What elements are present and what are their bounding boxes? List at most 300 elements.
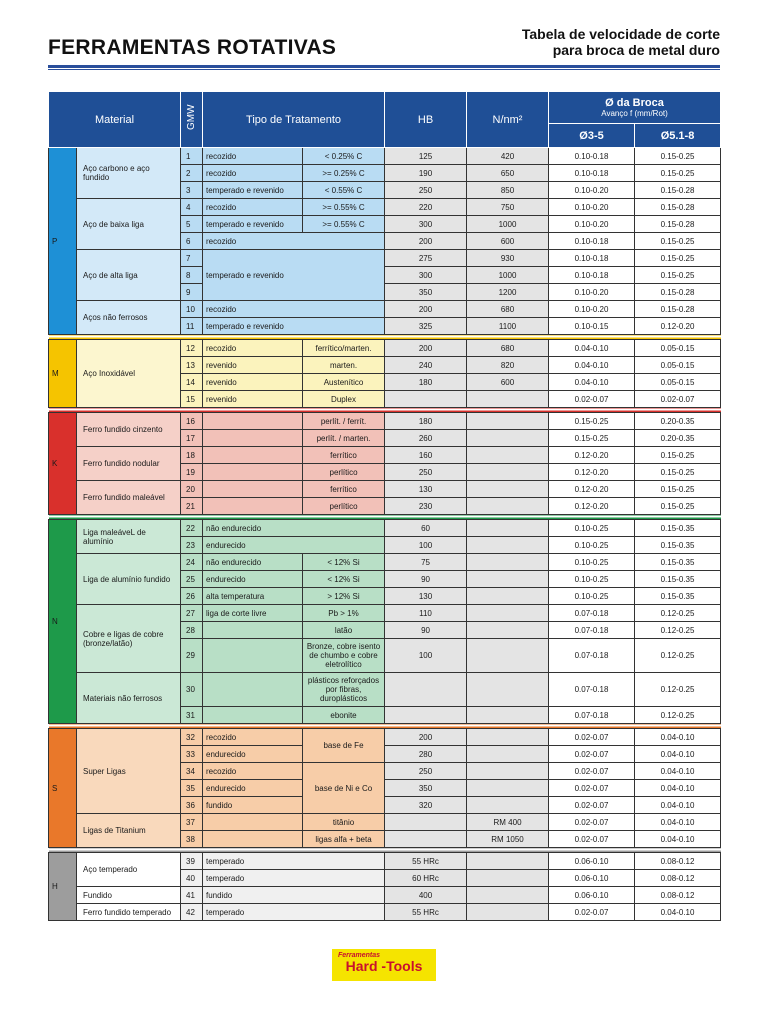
feed-d3-5: 0.06-0.10 [549,887,635,904]
hardness-hb: 110 [385,605,467,622]
treatment-detail: perlít. / ferrít. [303,413,385,430]
tensile-n [467,853,549,870]
treatment-detail: latão [303,622,385,639]
feed-d5-8: 0.05-0.15 [635,374,721,391]
table-row [49,413,721,430]
gmw-number: 3 [181,182,203,199]
feed-d3-5: 0.15-0.25 [549,413,635,430]
treatment: recozido [203,340,303,357]
feed-d5-8: 0.12-0.25 [635,622,721,639]
subtitle-line-2: para broca de metal duro [552,42,720,58]
feed-d5-8: 0.04-0.10 [635,814,721,831]
tensile-n: RM 400 [467,814,549,831]
treatment-detail: perlítico [303,498,385,515]
treatment: alta temperatura [203,588,303,605]
table-row [49,301,721,318]
treatment [203,814,303,831]
feed-d3-5: 0.10-0.18 [549,233,635,250]
table-row [49,520,721,537]
treatment: recozido [203,148,303,165]
hardness-hb [385,814,467,831]
feed-d3-5: 0.10-0.18 [549,250,635,267]
hardness-hb: 90 [385,571,467,588]
gmw-number: 20 [181,481,203,498]
hardness-hb: 280 [385,746,467,763]
feed-d5-8: 0.15-0.25 [635,464,721,481]
treatment-detail: base de Ni e Co [303,763,385,814]
gmw-number: 28 [181,622,203,639]
treatment-detail: < 12% Si [303,571,385,588]
material-name: Aço Inoxidável [77,340,181,408]
material-name: Ferro fundido temperado [77,904,181,921]
treatment: temperado e revenido [203,318,385,335]
treatment: recozido [203,763,303,780]
hardness-hb: 220 [385,199,467,216]
tensile-n: 1000 [467,267,549,284]
tensile-n [467,673,549,707]
feed-d3-5: 0.04-0.10 [549,357,635,374]
hardness-hb: 100 [385,639,467,673]
feed-d5-8: 0.12-0.25 [635,605,721,622]
hardness-hb: 325 [385,318,467,335]
hardness-hb: 90 [385,622,467,639]
treatment-detail: perlítico [303,464,385,481]
tensile-n [467,588,549,605]
feed-d3-5: 0.02-0.07 [549,746,635,763]
feed-d5-8: 0.02-0.07 [635,391,721,408]
feed-d5-8: 0.15-0.25 [635,148,721,165]
tensile-n [467,520,549,537]
table-row [49,673,721,707]
treatment-detail: Bronze, cobre isento de chumbo e cobre eletrolítico [303,639,385,673]
tensile-n [467,904,549,921]
tensile-n: 1000 [467,216,549,233]
table-row [49,250,721,267]
treatment-detail: < 0.25% C [303,148,385,165]
feed-d3-5: 0.02-0.07 [549,814,635,831]
feed-d3-5: 0.12-0.20 [549,464,635,481]
gmw-number: 31 [181,707,203,724]
treatment-detail: Pb > 1% [303,605,385,622]
material-group-s-badge: S [49,729,77,848]
gmw-number: 2 [181,165,203,182]
treatment: fundido [203,797,303,814]
treatment: recozido [203,301,385,318]
gmw-number: 17 [181,430,203,447]
treatment: endurecido [203,537,385,554]
material-group-m-badge: M [49,340,77,408]
feed-d5-8: 0.04-0.10 [635,763,721,780]
treatment [203,498,303,515]
treatment [203,673,303,707]
tensile-n [467,622,549,639]
feed-d3-5: 0.06-0.10 [549,853,635,870]
feed-d3-5: 0.12-0.20 [549,498,635,515]
treatment-detail: ebonite [303,707,385,724]
gmw-number: 23 [181,537,203,554]
gmw-number: 9 [181,284,203,301]
tensile-n: 750 [467,199,549,216]
gmw-number: 6 [181,233,203,250]
tensile-n: 930 [467,250,549,267]
tensile-n [467,498,549,515]
feed-d3-5: 0.10-0.18 [549,267,635,284]
hardness-hb: 240 [385,357,467,374]
gmw-number: 33 [181,746,203,763]
feed-d5-8: 0.15-0.25 [635,250,721,267]
treatment-detail: >= 0.55% C [303,216,385,233]
tensile-n: 850 [467,182,549,199]
treatment [203,413,303,430]
hardness-hb [385,673,467,707]
treatment-detail: ferrítico [303,447,385,464]
hardness-hb: 55 HRc [385,904,467,921]
feed-d3-5: 0.12-0.20 [549,481,635,498]
tensile-n: 600 [467,374,549,391]
feed-d5-8: 0.04-0.10 [635,780,721,797]
gmw-number: 21 [181,498,203,515]
page-subtitle [522,26,720,58]
feed-d5-8: 0.15-0.25 [635,233,721,250]
feed-d5-8: 0.15-0.28 [635,182,721,199]
hardness-hb: 130 [385,588,467,605]
gmw-number: 8 [181,267,203,284]
treatment: temperado e revenido [203,216,303,233]
material-group-h-badge: H [49,853,77,921]
treatment: revenido [203,391,303,408]
hardness-hb: 275 [385,250,467,267]
treatment-detail: ligas alfa + beta [303,831,385,848]
treatment [203,430,303,447]
tensile-n [467,729,549,746]
feed-d5-8: 0.15-0.35 [635,588,721,605]
feed-d3-5: 0.10-0.25 [549,537,635,554]
hardness-hb: 160 [385,447,467,464]
hardness-hb: 190 [385,165,467,182]
gmw-number: 37 [181,814,203,831]
cutting-speed-table [48,91,721,921]
hardness-hb: 75 [385,554,467,571]
page-title: FERRAMENTAS ROTATIVAS [48,36,337,59]
hardness-hb: 125 [385,148,467,165]
treatment: recozido [203,199,303,216]
gmw-number: 24 [181,554,203,571]
treatment: endurecido [203,746,303,763]
feed-d3-5: 0.10-0.25 [549,571,635,588]
gmw-number: 16 [181,413,203,430]
hardness-hb: 200 [385,301,467,318]
treatment: temperado [203,904,385,921]
header-rule-thin [48,69,720,70]
feed-d3-5: 0.02-0.07 [549,391,635,408]
tensile-n [467,746,549,763]
feed-d5-8: 0.15-0.28 [635,199,721,216]
header-hb: HB [385,92,467,148]
hardness-hb: 250 [385,464,467,481]
feed-d5-8: 0.08-0.12 [635,887,721,904]
gmw-number: 19 [181,464,203,481]
treatment: liga de corte livre [203,605,303,622]
gmw-number: 10 [181,301,203,318]
hardness-hb: 130 [385,481,467,498]
feed-d3-5: 0.02-0.07 [549,729,635,746]
feed-d5-8: 0.15-0.35 [635,537,721,554]
tensile-n [467,447,549,464]
feed-d5-8: 0.05-0.15 [635,357,721,374]
tensile-n [467,481,549,498]
tensile-n: 1200 [467,284,549,301]
feed-d3-5: 0.02-0.07 [549,904,635,921]
tensile-n: RM 1050 [467,831,549,848]
table-row [49,148,721,165]
treatment: revenido [203,357,303,374]
table-row [49,481,721,498]
feed-d5-8: 0.12-0.25 [635,639,721,673]
material-name: Fundido [77,887,181,904]
gmw-number: 38 [181,831,203,848]
treatment [203,481,303,498]
tensile-n: 600 [467,233,549,250]
gmw-number: 15 [181,391,203,408]
feed-d5-8: 0.04-0.10 [635,729,721,746]
material-name: Liga maleáveL de alumínio [77,520,181,554]
feed-d3-5: 0.02-0.07 [549,763,635,780]
feed-d3-5: 0.02-0.07 [549,831,635,848]
tensile-n [467,464,549,481]
hardness-hb: 60 [385,520,467,537]
treatment: fundido [203,887,385,904]
treatment-detail: Duplex [303,391,385,408]
feed-d5-8: 0.12-0.25 [635,673,721,707]
table-row [49,853,721,870]
treatment: revenido [203,374,303,391]
feed-d3-5: 0.10-0.25 [549,588,635,605]
header-broca: Ø da Broca Avanço f (mm/Rot) [549,92,721,124]
table-row [49,887,721,904]
feed-d3-5: 0.10-0.18 [549,165,635,182]
feed-d5-8: 0.15-0.25 [635,165,721,182]
feed-d3-5: 0.10-0.15 [549,318,635,335]
material-name: Super Ligas [77,729,181,814]
hardness-hb: 200 [385,233,467,250]
feed-d3-5: 0.07-0.18 [549,605,635,622]
gmw-number: 18 [181,447,203,464]
feed-d5-8: 0.15-0.25 [635,481,721,498]
tensile-n [467,430,549,447]
table-row [49,340,721,357]
tensile-n [467,870,549,887]
treatment-detail: marten. [303,357,385,374]
tensile-n [467,780,549,797]
feed-d5-8: 0.15-0.28 [635,301,721,318]
treatment [203,639,303,673]
material-name: Aços não ferrosos [77,301,181,335]
feed-d5-8: 0.04-0.10 [635,831,721,848]
feed-d3-5: 0.04-0.10 [549,340,635,357]
hardness-hb [385,707,467,724]
tensile-n [467,887,549,904]
gmw-number: 12 [181,340,203,357]
feed-d5-8: 0.20-0.35 [635,413,721,430]
table-row [49,605,721,622]
header-material: Material [49,92,181,148]
feed-d5-8: 0.15-0.25 [635,447,721,464]
header-gmw: GMW [181,92,203,148]
material-name: Materiais não ferrosos [77,673,181,724]
treatment [203,707,303,724]
feed-d3-5: 0.06-0.10 [549,870,635,887]
gmw-number: 27 [181,605,203,622]
header-rule [48,65,720,68]
tensile-n: 650 [467,165,549,182]
gmw-number: 40 [181,870,203,887]
treatment: endurecido [203,780,303,797]
feed-d5-8: 0.20-0.35 [635,430,721,447]
treatment-detail: plásticos reforçados por fibras, duroplásticos [303,673,385,707]
feed-d5-8: 0.15-0.35 [635,571,721,588]
hardness-hb [385,831,467,848]
treatment [203,622,303,639]
hardness-hb [385,391,467,408]
feed-d3-5: 0.10-0.20 [549,199,635,216]
treatment-detail: ferrítico/marten. [303,340,385,357]
feed-d5-8: 0.15-0.28 [635,284,721,301]
treatment: temperado e revenido [203,182,303,199]
table-row [49,554,721,571]
treatment-detail: ferrítico [303,481,385,498]
gmw-number: 42 [181,904,203,921]
table-row [49,199,721,216]
material-name: Aço de alta liga [77,250,181,301]
hardness-hb: 300 [385,267,467,284]
gmw-number: 30 [181,673,203,707]
gmw-number: 22 [181,520,203,537]
tensile-n [467,537,549,554]
material-name: Aço carbono e aço fundido [77,148,181,199]
gmw-number: 14 [181,374,203,391]
hardness-hb: 400 [385,887,467,904]
hardness-hb: 200 [385,340,467,357]
header-d2: Ø5.1-8 [635,124,721,148]
tensile-n [467,797,549,814]
material-name: Ferro fundido nodular [77,447,181,481]
feed-d5-8: 0.15-0.35 [635,554,721,571]
material-name: Ferro fundido cinzento [77,413,181,447]
treatment-detail: base de Fe [303,729,385,763]
feed-d3-5: 0.07-0.18 [549,639,635,673]
feed-d3-5: 0.10-0.20 [549,182,635,199]
gmw-number: 35 [181,780,203,797]
feed-d3-5: 0.10-0.20 [549,301,635,318]
gmw-number: 26 [181,588,203,605]
material-name: Ferro fundido maleável [77,481,181,515]
gmw-number: 11 [181,318,203,335]
feed-d5-8: 0.15-0.25 [635,267,721,284]
material-name: Aço temperado [77,853,181,887]
hardness-hb: 55 HRc [385,853,467,870]
treatment: temperado e revenido [203,250,385,301]
gmw-number: 36 [181,797,203,814]
tensile-n [467,413,549,430]
treatment [203,831,303,848]
hardness-hb: 320 [385,797,467,814]
treatment-detail: < 0.55% C [303,182,385,199]
gmw-number: 25 [181,571,203,588]
hardness-hb: 300 [385,216,467,233]
hardness-hb: 200 [385,729,467,746]
hardness-hb: 180 [385,374,467,391]
table-row [49,904,721,921]
tensile-n: 680 [467,301,549,318]
treatment [203,447,303,464]
treatment-detail: titânio [303,814,385,831]
feed-d3-5: 0.12-0.20 [549,447,635,464]
treatment [203,464,303,481]
hardness-hb: 230 [385,498,467,515]
gmw-number: 1 [181,148,203,165]
gmw-number: 32 [181,729,203,746]
feed-d5-8: 0.08-0.12 [635,853,721,870]
tensile-n [467,707,549,724]
treatment-detail: perlít. / marten. [303,430,385,447]
feed-d5-8: 0.15-0.35 [635,520,721,537]
treatment: não endurecido [203,554,303,571]
hardness-hb: 350 [385,284,467,301]
feed-d5-8: 0.04-0.10 [635,904,721,921]
feed-d3-5: 0.07-0.18 [549,707,635,724]
feed-d5-8: 0.12-0.25 [635,707,721,724]
treatment-detail: >= 0.25% C [303,165,385,182]
hardness-hb: 350 [385,780,467,797]
feed-d3-5: 0.02-0.07 [549,797,635,814]
treatment-detail: < 12% Si [303,554,385,571]
hardness-hb: 250 [385,763,467,780]
subtitle-line-1: Tabela de velocidade de corte [521,26,720,42]
table-row [49,447,721,464]
material-name: Aço de baixa liga [77,199,181,250]
gmw-number: 7 [181,250,203,267]
tensile-n [467,571,549,588]
treatment-detail: Austenítico [303,374,385,391]
feed-d3-5: 0.02-0.07 [549,780,635,797]
feed-d5-8: 0.04-0.10 [635,797,721,814]
material-name: Ligas de Titanium [77,814,181,848]
gmw-number: 4 [181,199,203,216]
table-row [49,729,721,746]
feed-d3-5: 0.10-0.20 [549,284,635,301]
tensile-n [467,554,549,571]
feed-d3-5: 0.10-0.18 [549,148,635,165]
tensile-n: 820 [467,357,549,374]
hardness-hb: 60 HRc [385,870,467,887]
feed-d3-5: 0.04-0.10 [549,374,635,391]
feed-d5-8: 0.08-0.12 [635,870,721,887]
feed-d5-8: 0.05-0.15 [635,340,721,357]
tensile-n: 680 [467,340,549,357]
gmw-number: 5 [181,216,203,233]
treatment-detail: >= 0.55% C [303,199,385,216]
gmw-number: 39 [181,853,203,870]
material-group-k-badge: K [49,413,77,515]
treatment: temperado [203,870,385,887]
gmw-number: 29 [181,639,203,673]
gmw-number: 41 [181,887,203,904]
treatment: recozido [203,165,303,182]
hard-tools-logo: Ferramentas Hard -Tools [332,949,436,981]
header-tipo: Tipo de Tratamento [203,92,385,148]
tensile-n [467,605,549,622]
feed-d5-8: 0.15-0.28 [635,216,721,233]
